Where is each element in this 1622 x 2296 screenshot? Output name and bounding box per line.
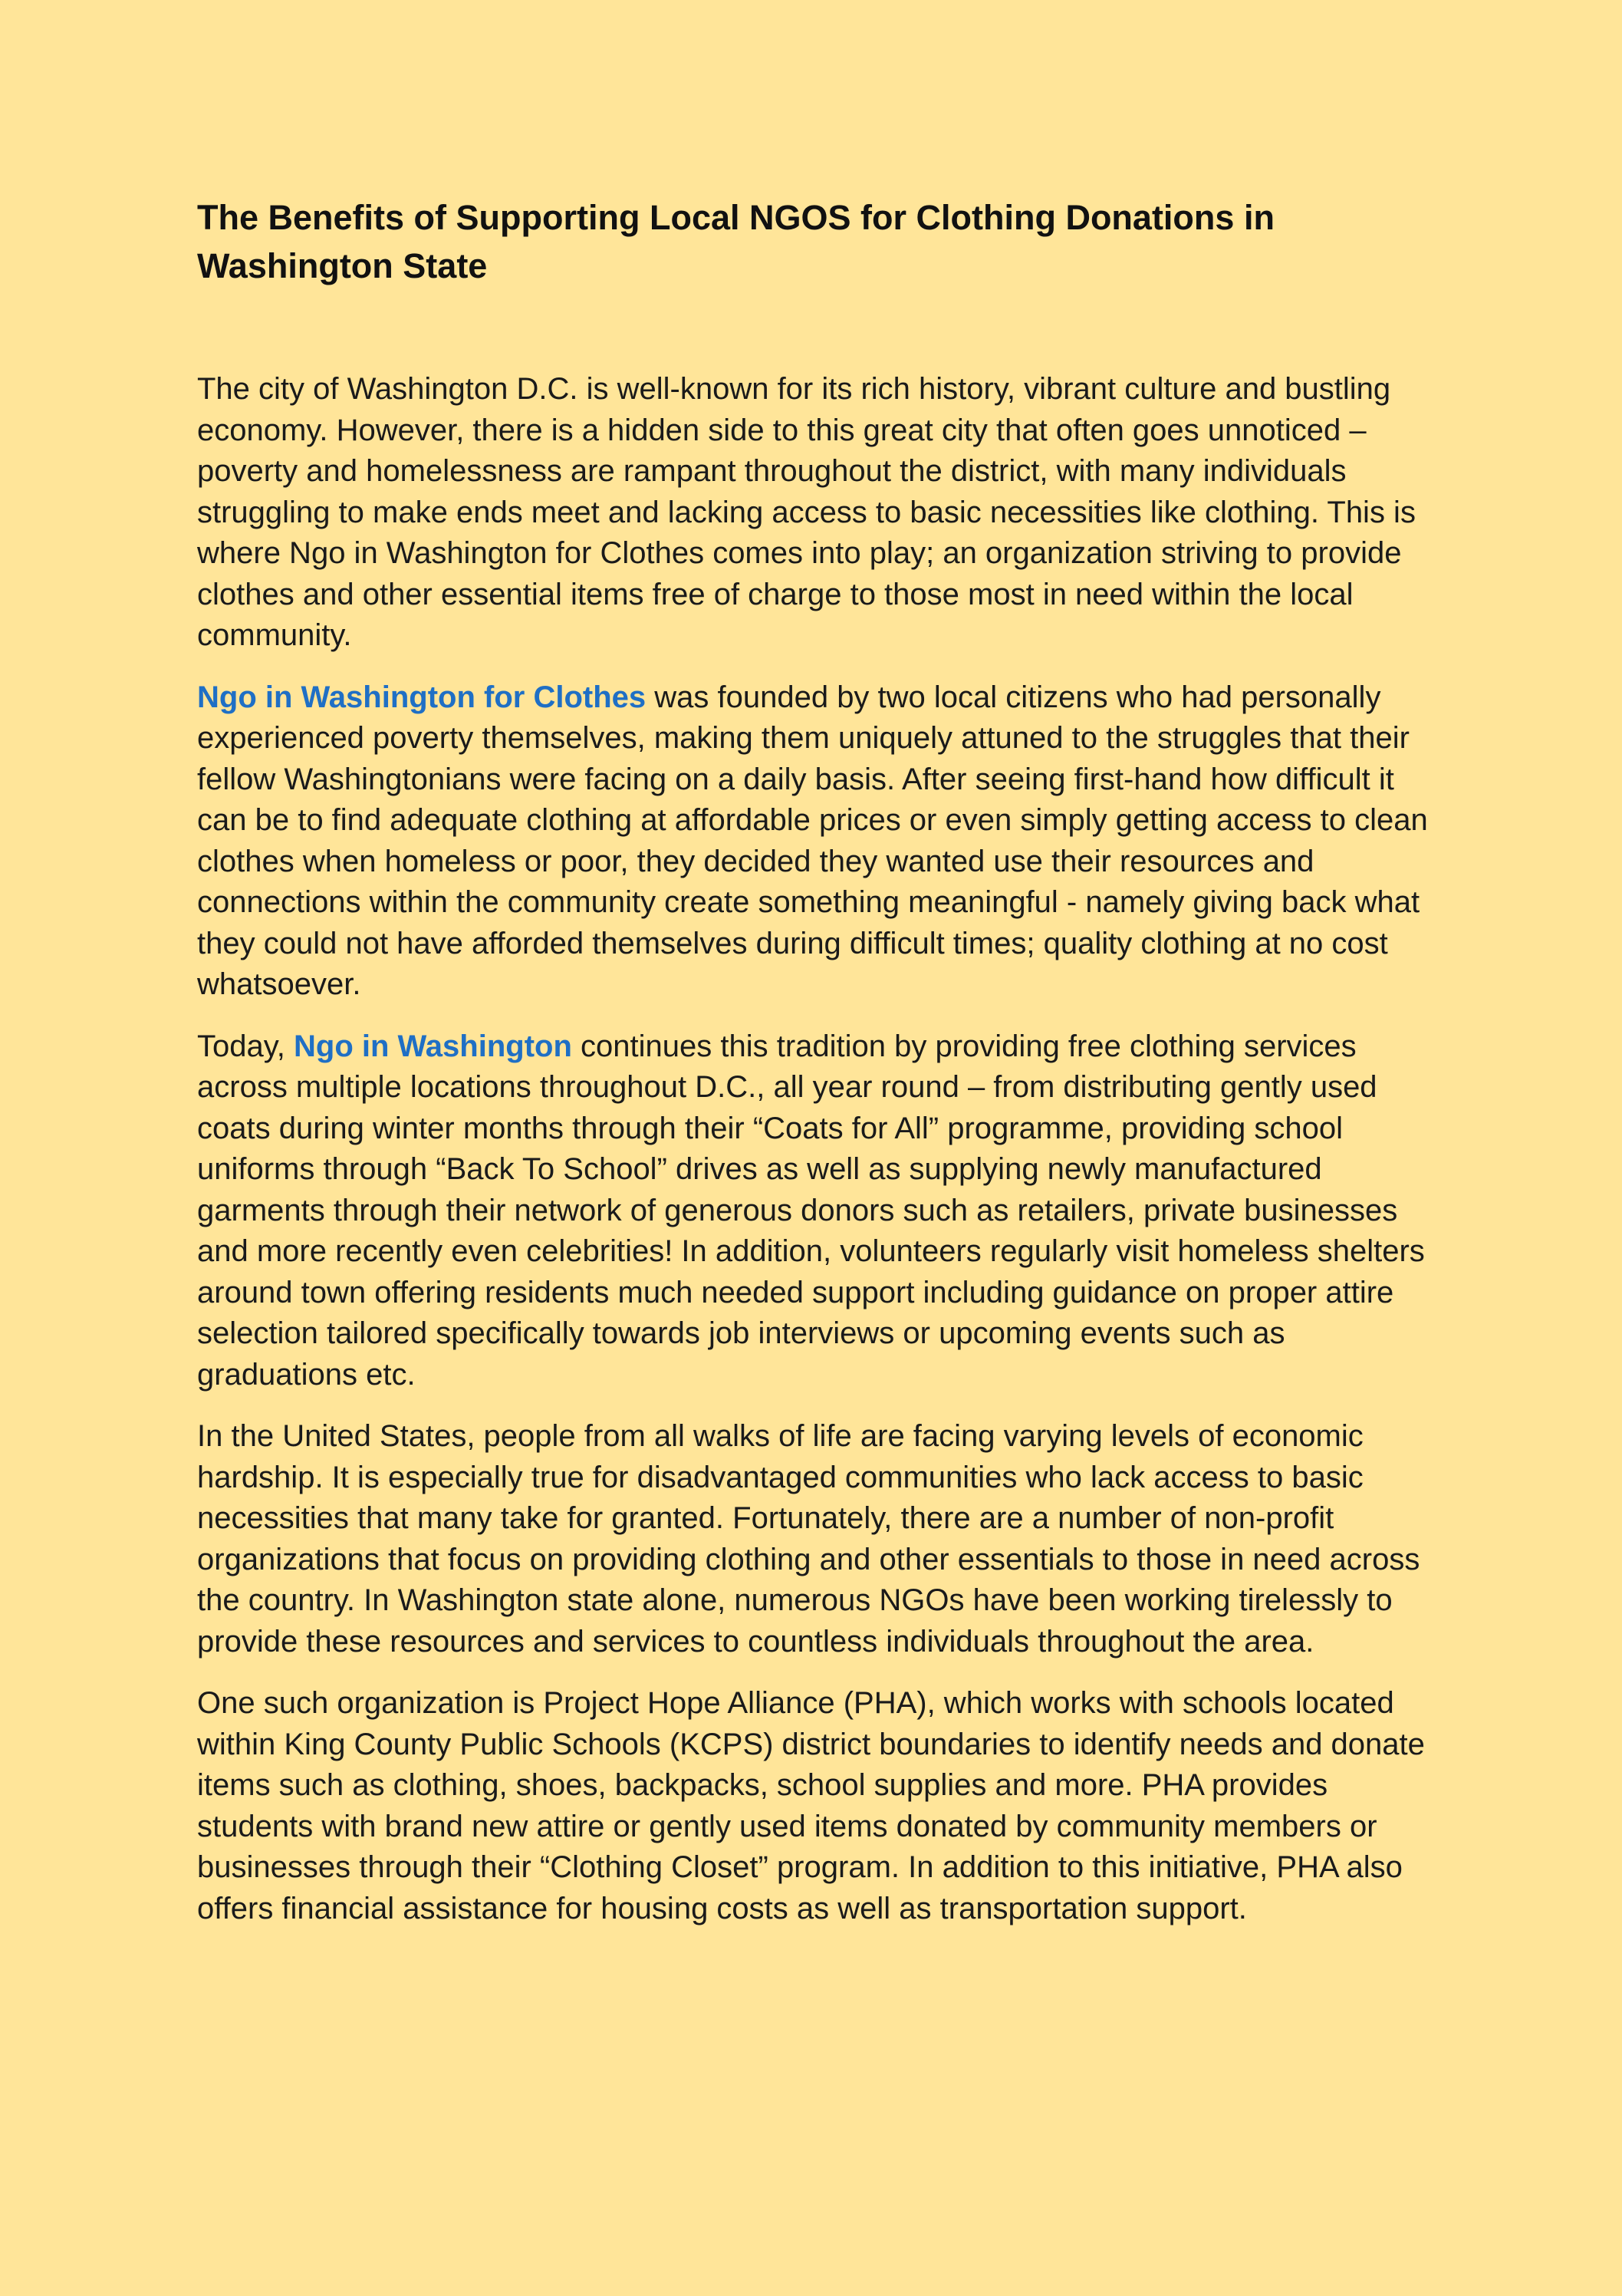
paragraph-today-text: continues this tradition by providing free clothing services across multiple locations throughout D.C., all year round – from distributing gently used coats during winter months through their “Coats for All” programme, providing school uniforms through “Back To School” drives as well as supplying newly manufactured garments through their network of generous donors such as retailers, private businesses and more recently even celebrities! In addition, volunteers regularly visit homeless shelters around town offering residents much needed support including guidance on proper attire selection tailored specifically towards job interviews or upcoming events such as graduations etc. [197,1029,1425,1392]
paragraph-pha: One such organization is Project Hope Alliance (PHA), which works with schools located within King County Public Schools (KCPS) district boundaries to identify needs and donate items such as clothing, shoes, backpacks, school supplies and more. PHA provides students with brand new attire or gently used items donated by community members or businesses through their “Clothing Closet” program. In addition to this initiative, PHA also offers financial assistance for housing costs as well as transportation support. [197,1686,1425,1925]
paragraph-today-lead: Today, [197,1029,294,1063]
paragraph-intro: The city of Washington D.C. is well-known for its rich history, vibrant culture and bustling economy. However, there is a hidden side to this great city that often goes unnoticed – poverty and homelessness are rampant throughout the district, with many individuals struggling to make ends meet and lacking access to basic necessities like clothing. This is where Ngo in Washington for Clothes comes into play; an organization striving to provide clothes and other essential items free of charge to those most in need within the local community. [197,372,1416,652]
ngo-clothes-link[interactable]: Ngo in Washington for Clothes [197,680,646,714]
ngo-washington-link[interactable]: Ngo in Washington [294,1029,572,1063]
paragraph-today [197,1026,1439,1396]
document-page [197,193,1439,1950]
paragraph-founding [197,677,1439,1006]
document-title: The Benefits of Supporting Local NGOS for Clothing Donations in Washington State [197,198,1275,285]
paragraph-founding-text: was founded by two local citizens who had personally experienced poverty themselves, making them uniquely attuned to the struggles that their fellow Washingtonians were facing on a daily basis. After seeing first-hand how difficult it can be to find adequate clothing at affordable prices or even simply getting access to clean clothes when homeless or poor, they decided they wanted use their resources and connections within the community create something meaningful - namely giving back what they could not have afforded themselves during difficult times; quality clothing at no cost whatsoever. [197,680,1428,1001]
paragraph-united-states: In the United States, people from all walks of life are facing varying levels of economic hardship. It is especially true for disadvantaged communities who lack access to basic necessities that many take for granted. Fortunately, there are a number of non-profit organizations that focus on providing clothing and other essentials to those in need across the country. In Washington state alone, numerous NGOs have been working tirelessly to provide these resources and services to countless individuals throughout the area. [197,1419,1420,1659]
